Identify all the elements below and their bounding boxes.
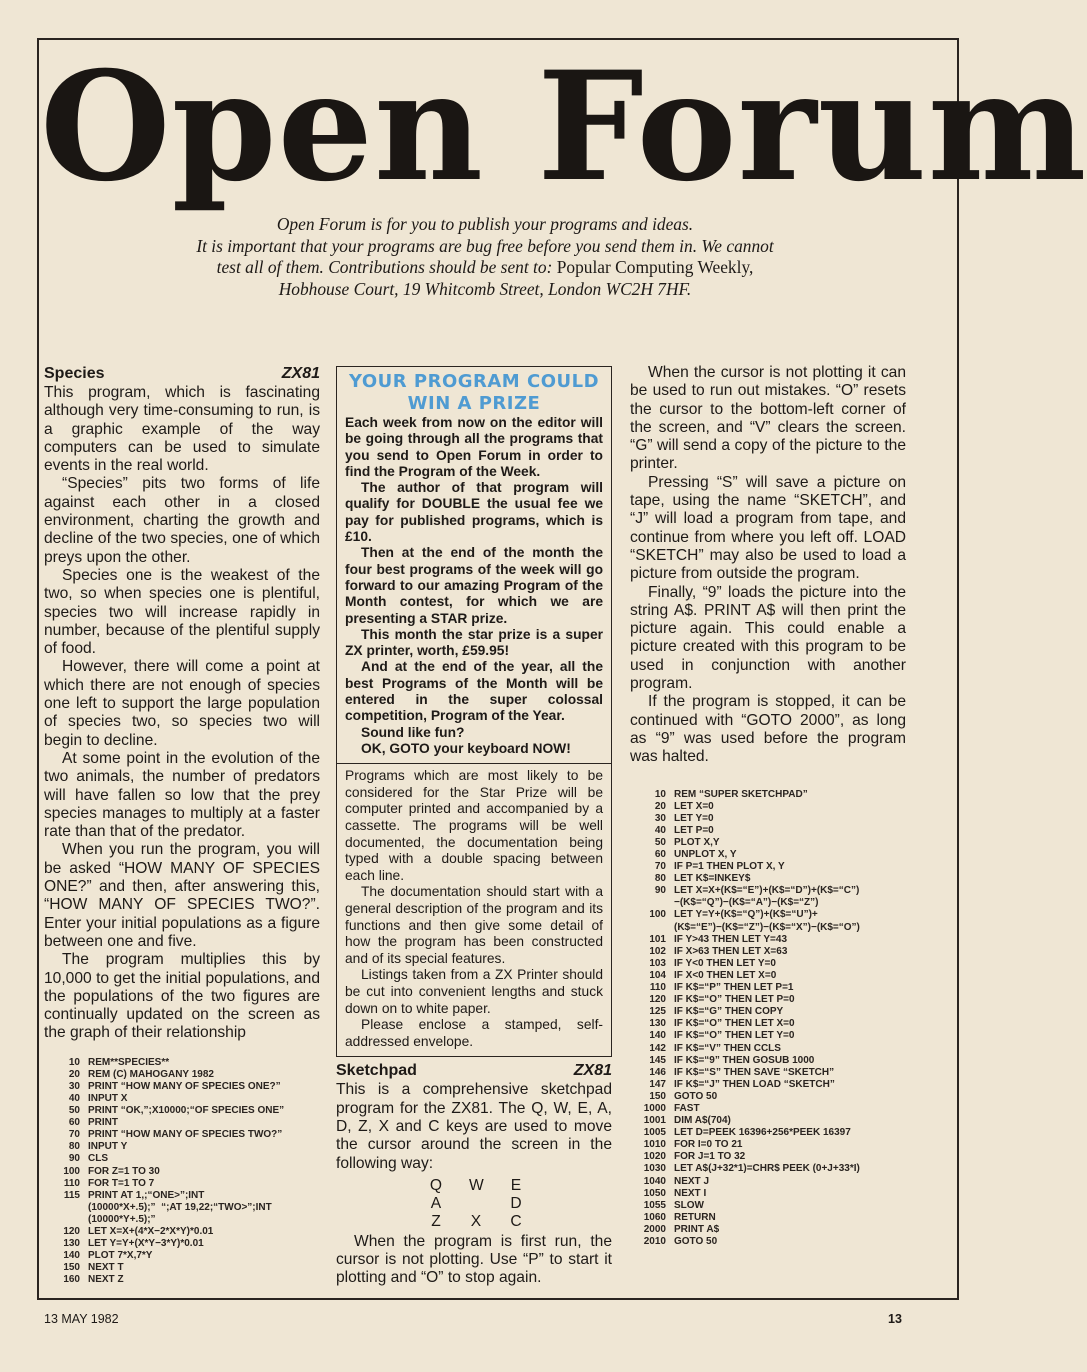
body-paragraph: The program multiplies this by 10,000 to get the initial populations, and the populations of the two figures are continually updated on the screen as the graph of their relationship bbox=[44, 951, 320, 1042]
line-code: LET D=PEEK 16396+256*PEEK 16397 bbox=[674, 1127, 851, 1139]
prize-bold-paragraph: This month the star prize is a super ZX printer, worth, £59.95! bbox=[345, 626, 603, 659]
listing-line bbox=[630, 1067, 906, 1079]
line-number: 80 bbox=[68, 1141, 80, 1153]
line-code: NEXT T bbox=[88, 1262, 124, 1274]
line-number: 10 bbox=[654, 788, 666, 800]
line-number: 140 bbox=[63, 1250, 80, 1262]
line-code: IF K$=“O” THEN LET X=0 bbox=[674, 1018, 795, 1030]
body-paragraph: When the cursor is not plotting it can be used to run out mistakes. “O” resets the cursor to the bottom-left corner of the screen, and “V” clears the screen. “G” will send a copy of the picture to the printer. bbox=[630, 364, 906, 473]
line-code: NEXT J bbox=[674, 1175, 710, 1187]
line-number: 1000 bbox=[643, 1102, 666, 1114]
prize-heading-line: YOUR PROGRAM COULD bbox=[348, 371, 600, 392]
prize-paragraph: Programs which are most likely to be considered for the Star Prize will be computer printed and accompanied by a cassette. The programs will be well documented, the documentation being typed with a double spacing between each line. bbox=[345, 768, 603, 883]
line-code: IF P=1 THEN PLOT X, Y bbox=[674, 861, 785, 873]
prize-bold-paragraph: Then at the end of the month the four best programs of the week will go forward to our amazing Program of the Month contest, for which we are presenting a STAR prize. bbox=[345, 545, 603, 626]
prize-paragraph: The documentation should start with a general description of the program and its functions and then give some detail of how the program has been constructed and of its special features. bbox=[345, 884, 603, 966]
listing-line bbox=[630, 1200, 906, 1212]
line-number: 90 bbox=[654, 885, 666, 897]
key-label: Q bbox=[429, 1176, 443, 1194]
line-code: IF K$=“J” THEN LOAD “SKETCH” bbox=[674, 1078, 835, 1090]
listing-line bbox=[44, 1166, 320, 1178]
line-code: IF X>63 THEN LET X=63 bbox=[674, 945, 788, 957]
line-number: 50 bbox=[654, 836, 666, 848]
line-number bbox=[44, 1202, 88, 1214]
listing-line bbox=[630, 1151, 906, 1163]
listing-line bbox=[630, 1139, 906, 1151]
line-code: LET K$=INKEY$ bbox=[674, 873, 751, 885]
line-code: PRINT “HOW MANY OF SPECIES ONE?” bbox=[88, 1080, 281, 1092]
page-number: 13 bbox=[888, 1312, 902, 1326]
line-code: PRINT A$ bbox=[674, 1223, 720, 1235]
divider bbox=[337, 763, 611, 764]
listing-line bbox=[630, 1091, 906, 1103]
listing-line bbox=[630, 946, 906, 958]
sketchpad-listing bbox=[630, 789, 906, 1249]
line-number: 145 bbox=[649, 1054, 666, 1066]
listing-line bbox=[44, 1069, 320, 1081]
listing-line bbox=[630, 1127, 906, 1139]
line-code: SLOW bbox=[674, 1199, 704, 1211]
line-number: 103 bbox=[649, 957, 666, 969]
line-number: 1005 bbox=[643, 1127, 666, 1139]
key-label: E bbox=[510, 1176, 522, 1194]
line-number: 20 bbox=[654, 800, 666, 812]
species-listing bbox=[44, 1057, 320, 1287]
key-label: X bbox=[470, 1212, 482, 1230]
line-number: 60 bbox=[68, 1117, 80, 1129]
listing-line bbox=[44, 1214, 320, 1226]
line-code: INPUT Y bbox=[88, 1141, 128, 1153]
line-number: 147 bbox=[649, 1078, 666, 1090]
key-label: A bbox=[430, 1194, 442, 1212]
intro-line: It is important that your programs are bug free before you send them in. We cannot bbox=[196, 235, 774, 256]
listing-line bbox=[44, 1238, 320, 1250]
line-number: 142 bbox=[649, 1042, 666, 1054]
listing-line bbox=[44, 1129, 320, 1141]
issue-date: 13 MAY 1982 bbox=[44, 1312, 119, 1326]
line-number: 1040 bbox=[643, 1175, 666, 1187]
listing-line bbox=[630, 970, 906, 982]
listing-line bbox=[630, 1115, 906, 1127]
line-number: 20 bbox=[68, 1068, 80, 1080]
line-code: (10000*Y+.5);” bbox=[88, 1213, 156, 1225]
listing-line bbox=[44, 1274, 320, 1286]
prize-bold-paragraph: And at the end of the year, all the best Programs of the Month will be entered in the super colossal competition, Program of the Year. bbox=[345, 659, 603, 724]
prize-bold-paragraph: The author of that program will qualify for DOUBLE the usual fee we pay for published programs, which is £10. bbox=[345, 480, 603, 545]
line-number bbox=[630, 897, 674, 909]
line-number: 120 bbox=[649, 994, 666, 1006]
line-code: REM**SPECIES** bbox=[88, 1056, 170, 1068]
body-paragraph: Pressing “S” will save a picture on tape, using the name “SKETCH”, and “J” will load a program from tape, and continue from where you left off. LOAD “SKETCH” may also be used to load a picture from outside the program. bbox=[630, 473, 906, 583]
line-number: 70 bbox=[68, 1129, 80, 1141]
prize-box bbox=[336, 366, 612, 1057]
line-code: NEXT I bbox=[674, 1187, 707, 1199]
line-number: 30 bbox=[654, 812, 666, 824]
key-row bbox=[336, 1177, 612, 1195]
line-number: 80 bbox=[654, 873, 666, 885]
key-row bbox=[336, 1195, 612, 1213]
listing-line bbox=[44, 1190, 320, 1202]
line-number: 101 bbox=[649, 933, 666, 945]
line-code: FOR I=0 TO 21 bbox=[674, 1139, 743, 1151]
line-number bbox=[44, 1214, 88, 1226]
body-paragraph: If the program is stopped, it can be continued with “GOTO 2000”, as long as “9” was used before the program was halted. bbox=[630, 693, 906, 766]
prize-heading bbox=[345, 371, 603, 415]
line-number: 150 bbox=[63, 1262, 80, 1274]
line-number: 140 bbox=[649, 1030, 666, 1042]
line-number: 1055 bbox=[643, 1199, 666, 1211]
line-number: 60 bbox=[654, 849, 666, 860]
line-number: 70 bbox=[654, 861, 666, 873]
listing-line bbox=[630, 1163, 906, 1175]
listing-line bbox=[630, 1176, 906, 1188]
line-code: UNPLOT X, Y bbox=[674, 849, 737, 860]
line-number: 40 bbox=[68, 1092, 80, 1104]
prize-bold-paragraph: OK, GOTO your keyboard NOW! bbox=[361, 740, 571, 756]
line-code: REM “SUPER SKETCHPAD” bbox=[674, 788, 808, 800]
listing-line bbox=[630, 1055, 906, 1067]
article-header bbox=[44, 364, 320, 384]
line-number: 120 bbox=[63, 1226, 80, 1237]
listing-line bbox=[630, 897, 906, 909]
body-paragraph: When you run the program, you will be asked “HOW MANY OF SPECIES ONE?” and then, after answering this, “HOW MANY OF SPECIES TWO?”. Enter your initial populations as a figure between one and five. bbox=[44, 841, 320, 950]
line-number: 100 bbox=[63, 1165, 80, 1177]
listing-line bbox=[630, 1188, 906, 1200]
line-code: PRINT AT 1,;“ONE>”;INT bbox=[88, 1189, 205, 1201]
line-code: IF K$=“S” THEN SAVE “SKETCH” bbox=[674, 1066, 835, 1078]
listing-line bbox=[44, 1093, 320, 1105]
line-code: GOTO 50 bbox=[674, 1236, 718, 1247]
listing-line bbox=[630, 1236, 906, 1248]
listing-line bbox=[44, 1262, 320, 1274]
prize-heading-line: WIN A PRIZE bbox=[407, 393, 541, 414]
line-number: 130 bbox=[63, 1238, 80, 1250]
key-row bbox=[336, 1213, 612, 1231]
body-paragraph: However, there will come a point at which there are not enough of species one left to support the large population of species two, so species two will begin to decline. bbox=[44, 658, 320, 749]
listing-line bbox=[630, 1103, 906, 1115]
line-number: 30 bbox=[68, 1080, 80, 1092]
body-paragraph: “Species” pits two forms of life against each other in a closed environment, charting the growth and decline of the two species, one of which preys upon the other. bbox=[44, 475, 320, 566]
prize-paragraph: Please enclose a stamped, self-addressed envelope. bbox=[345, 1017, 603, 1049]
middle-column bbox=[336, 364, 612, 1288]
listing-line bbox=[630, 789, 906, 801]
line-code: IF K$=“9” THEN GOSUB 1000 bbox=[674, 1054, 815, 1066]
key-label: W bbox=[469, 1176, 484, 1194]
article-header bbox=[336, 1061, 612, 1081]
key-label: C bbox=[510, 1212, 522, 1230]
line-number: 50 bbox=[68, 1105, 80, 1117]
listing-line bbox=[44, 1057, 320, 1069]
line-number: 100 bbox=[649, 909, 666, 921]
line-code: IF K$=“P” THEN LET P=1 bbox=[674, 982, 794, 994]
line-number: 160 bbox=[63, 1274, 80, 1286]
listing-line bbox=[630, 813, 906, 825]
listing-line bbox=[630, 922, 906, 934]
listing-line bbox=[630, 1030, 906, 1042]
listing-line bbox=[630, 885, 906, 897]
line-number: 1050 bbox=[643, 1187, 666, 1199]
line-code: (10000*X+.5);” “;AT 19,22;“TWO>”;INT bbox=[88, 1201, 272, 1213]
line-code: PRINT “OK,”;X10000;“OF SPECIES ONE” bbox=[88, 1105, 285, 1117]
article-title: Sketchpad bbox=[336, 1062, 417, 1080]
line-code: LET P=0 bbox=[674, 824, 714, 836]
listing-line bbox=[630, 873, 906, 885]
listing-line bbox=[630, 837, 906, 849]
body-paragraph: At some point in the evolution of the two animals, the number of predators will have fallen so low that the prey species manages to multiply at a faster rate than that of the predator. bbox=[44, 749, 320, 841]
line-code: IF X<0 THEN LET X=0 bbox=[674, 969, 777, 981]
body-paragraph: When the program is first run, the cursor is not plotting. Use “P” to start it plotting and “O” to stop again. bbox=[336, 1232, 612, 1287]
masthead-title: Open Forum bbox=[40, 39, 1087, 215]
line-number: 1001 bbox=[643, 1115, 666, 1127]
line-number: 1030 bbox=[643, 1163, 666, 1175]
listing-line bbox=[44, 1141, 320, 1153]
platform-tag: ZX81 bbox=[281, 365, 320, 382]
line-code: PLOT X,Y bbox=[674, 836, 720, 848]
prize-bold-paragraph: Sound like fun? bbox=[361, 724, 465, 740]
listing-line bbox=[44, 1250, 320, 1262]
line-number: 146 bbox=[649, 1066, 666, 1078]
line-code: LET X=X+(K$=“E”)+(K$=“D”)+(K$=“C”) bbox=[674, 885, 860, 897]
platform-tag: ZX81 bbox=[573, 1062, 612, 1080]
line-code: IF Y<0 THEN LET Y=0 bbox=[674, 957, 776, 969]
line-code: IF K$=“V” THEN CCLS bbox=[674, 1042, 781, 1054]
line-code: LET Y=Y+(X*Y−3*Y)*0.01 bbox=[88, 1238, 204, 1250]
line-code: FAST bbox=[674, 1102, 700, 1114]
listing-line bbox=[44, 1081, 320, 1093]
line-number: 2010 bbox=[643, 1236, 666, 1247]
body-paragraph: This program, which is fascinating although very time-consuming to run, is a graphic example of the way computers can be used to simulate events in the real world. bbox=[44, 384, 320, 475]
line-code: LET X=X+(4*X−2*X*Y)*0.01 bbox=[88, 1226, 214, 1237]
line-code: RETURN bbox=[674, 1211, 716, 1223]
body-paragraph: This is a comprehensive sketchpad program for the ZX81. The Q, W, E, A, D, Z, X and C keys are used to move the cursor around the screen in the following way: bbox=[336, 1081, 612, 1172]
listing-line bbox=[630, 1043, 906, 1055]
sketchpad-continued bbox=[630, 364, 906, 1248]
prize-bold-paragraph: Each week from now on the editor will be going through all the programs that you send to Open Forum in order to find the Program of the Week. bbox=[345, 415, 603, 479]
line-code: FOR T=1 TO 7 bbox=[88, 1177, 155, 1189]
intro-line bbox=[100, 257, 870, 279]
line-code: IF Y>43 THEN LET Y=43 bbox=[674, 933, 788, 945]
line-number: 110 bbox=[649, 982, 666, 994]
line-code: −(K$=“Q”)−(K$=“A”)−(K$=“Z”) bbox=[674, 897, 819, 909]
listing-line bbox=[630, 1079, 906, 1091]
line-code: IF K$=“O” THEN LET Y=0 bbox=[674, 1030, 795, 1042]
line-number: 1060 bbox=[643, 1211, 666, 1223]
listing-line bbox=[630, 958, 906, 970]
key-label: D bbox=[510, 1194, 522, 1212]
line-code: REM (C) MAHOGANY 1982 bbox=[88, 1068, 214, 1080]
listing-line bbox=[44, 1117, 320, 1129]
line-code: PRINT “HOW MANY OF SPECIES TWO?” bbox=[88, 1129, 283, 1141]
line-code: LET Y=Y+(K$=“Q”)+(K$=“U”)+ bbox=[674, 909, 818, 921]
listing-line bbox=[630, 909, 906, 921]
listing-line bbox=[44, 1105, 320, 1117]
prize-paragraph: Listings taken from a ZX Printer should be cut into convenient lengths and stuck down on to white paper. bbox=[345, 967, 603, 1016]
line-number: 90 bbox=[68, 1153, 80, 1165]
line-code: IF K$=“O” THEN LET P=0 bbox=[674, 994, 795, 1006]
listing-line bbox=[44, 1153, 320, 1165]
listing-line bbox=[630, 934, 906, 946]
line-number: 1020 bbox=[643, 1151, 666, 1163]
listing-line bbox=[630, 994, 906, 1006]
line-code: LET X=0 bbox=[674, 800, 714, 812]
listing-line bbox=[44, 1202, 320, 1214]
line-number: 125 bbox=[649, 1006, 666, 1018]
body-paragraph: Species one is the weakest of the two, so when species one is plentiful, species two will increase rapidly in number, because of the plentiful supply of food. bbox=[44, 566, 320, 658]
key-label bbox=[469, 1195, 483, 1213]
body-paragraph: Finally, “9” loads the picture into the string A$. PRINT A$ will then print the picture again. This could enable a picture created with this program to be used in conjunction with another program. bbox=[630, 583, 906, 693]
intro-line: Open Forum is for you to publish your programs and ideas. bbox=[276, 214, 694, 234]
species-article bbox=[44, 364, 320, 1286]
line-number: 10 bbox=[68, 1056, 80, 1068]
intro-text: test all of them. Contributions should be sent to: bbox=[216, 257, 553, 277]
line-code: (K$=“E”)−(K$=“Z”)−(K$=“X”)−(K$=“O”) bbox=[674, 921, 860, 933]
article-title: Species bbox=[44, 365, 105, 382]
line-number: 150 bbox=[649, 1090, 666, 1102]
line-code: FOR J=1 TO 32 bbox=[674, 1151, 746, 1163]
line-code: PRINT bbox=[88, 1117, 118, 1129]
magazine-name: Popular Computing Weekly, bbox=[556, 257, 754, 277]
line-number: 102 bbox=[649, 945, 666, 957]
line-code: LET A$(J+32*1)=CHR$ PEEK (0+J+33*I) bbox=[674, 1163, 860, 1175]
key-diagram bbox=[336, 1177, 612, 1231]
line-code: CLS bbox=[88, 1153, 108, 1165]
listing-line bbox=[630, 849, 906, 861]
listing-line bbox=[630, 825, 906, 837]
listing-line bbox=[630, 1018, 906, 1030]
line-number bbox=[630, 922, 674, 934]
intro-address: Hobhouse Court, 19 Whitcomb Street, London WC2H 7HF. bbox=[278, 278, 692, 299]
line-code: FOR Z=1 TO 30 bbox=[88, 1165, 160, 1177]
listing-line bbox=[630, 1224, 906, 1236]
listing-line bbox=[44, 1226, 320, 1238]
line-number: 110 bbox=[63, 1177, 80, 1189]
line-code: INPUT X bbox=[88, 1092, 128, 1104]
listing-line bbox=[44, 1178, 320, 1190]
listing-line bbox=[630, 1212, 906, 1224]
line-code: NEXT Z bbox=[88, 1274, 124, 1286]
intro-block bbox=[100, 214, 870, 300]
line-code: DIM A$(704) bbox=[674, 1115, 731, 1127]
line-number: 1010 bbox=[643, 1139, 666, 1151]
line-number: 130 bbox=[649, 1018, 666, 1030]
key-label: Z bbox=[431, 1212, 441, 1230]
line-code: PLOT 7*X,7*Y bbox=[88, 1250, 153, 1262]
line-number: 40 bbox=[654, 824, 666, 836]
listing-line bbox=[630, 982, 906, 994]
line-code: IF K$=“G” THEN COPY bbox=[674, 1006, 784, 1018]
listing-line bbox=[630, 861, 906, 873]
line-number: 104 bbox=[649, 969, 666, 981]
line-number: 2000 bbox=[643, 1223, 666, 1235]
line-number: 115 bbox=[63, 1189, 80, 1201]
line-code: LET Y=0 bbox=[674, 812, 714, 824]
listing-line bbox=[630, 801, 906, 813]
listing-line bbox=[630, 1006, 906, 1018]
line-code: GOTO 50 bbox=[674, 1090, 718, 1102]
